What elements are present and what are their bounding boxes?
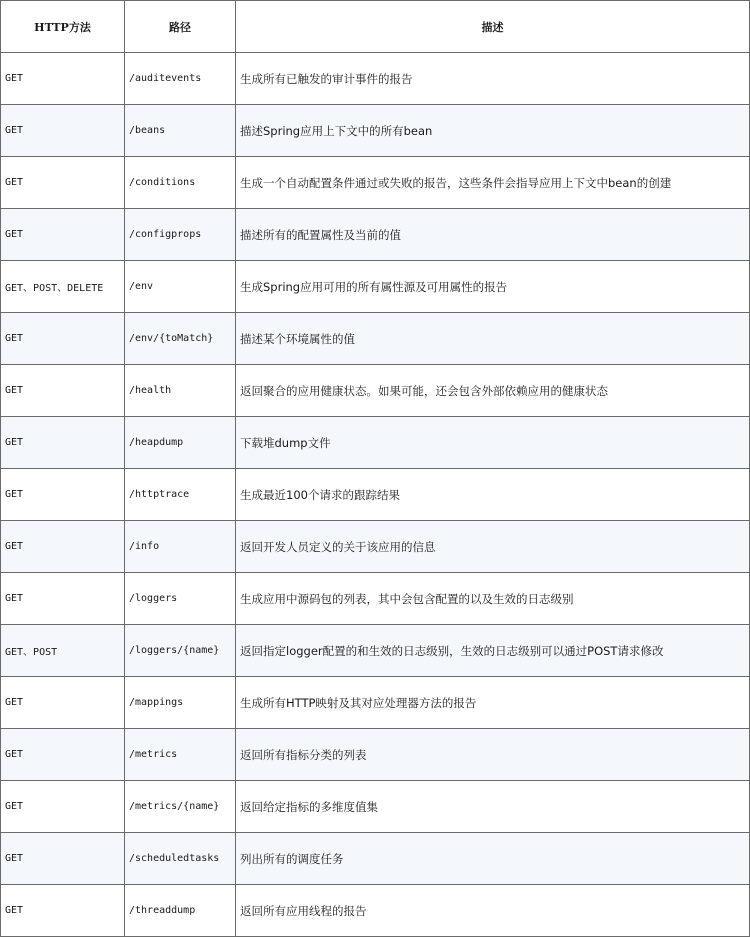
path-cell: /threaddump (125, 885, 236, 937)
path-cell: /httptrace (125, 469, 236, 521)
header-description: 描述 (236, 1, 750, 53)
table-row (1, 625, 750, 677)
path-cell: /auditevents (125, 53, 236, 105)
table-row (1, 781, 750, 833)
description-cell: 生成所有已触发的审计事件的报告 (236, 53, 750, 105)
method-cell: GET (1, 781, 125, 833)
path-cell: /configprops (125, 209, 236, 261)
path-cell: /env/{toMatch} (125, 313, 236, 365)
method-cell: GET (1, 885, 125, 937)
path-cell: /scheduledtasks (125, 833, 236, 885)
table-row (1, 469, 750, 521)
method-cell: GET (1, 521, 125, 573)
table-row (1, 313, 750, 365)
method-cell: GET (1, 157, 125, 209)
method-cell: GET、POST、DELETE (1, 261, 125, 313)
path-cell: /env (125, 261, 236, 313)
table-row (1, 417, 750, 469)
description-cell: 描述Spring应用上下文中的所有bean (236, 105, 750, 157)
path-cell: /beans (125, 105, 236, 157)
path-cell: /health (125, 365, 236, 417)
header-http-method: HTTP方法 (1, 1, 125, 53)
path-cell: /metrics (125, 729, 236, 781)
description-cell: 下载堆dump文件 (236, 417, 750, 469)
method-cell: GET (1, 833, 125, 885)
path-cell: /conditions (125, 157, 236, 209)
method-cell: GET (1, 469, 125, 521)
header-row (1, 1, 750, 53)
description-cell: 返回指定logger配置的和生效的日志级别，生效的日志级别可以通过POST请求修改 (236, 625, 750, 677)
description-cell: 生成Spring应用可用的所有属性源及可用属性的报告 (236, 261, 750, 313)
method-cell: GET (1, 313, 125, 365)
description-cell: 列出所有的调度任务 (236, 833, 750, 885)
table-row (1, 521, 750, 573)
description-cell: 生成应用中源码包的列表，其中会包含配置的以及生效的日志级别 (236, 573, 750, 625)
table-row (1, 209, 750, 261)
description-cell: 返回所有应用线程的报告 (236, 885, 750, 937)
table-row (1, 729, 750, 781)
table-row (1, 53, 750, 105)
table-body (1, 53, 750, 937)
table-row (1, 573, 750, 625)
description-cell: 返回给定指标的多维度值集 (236, 781, 750, 833)
description-cell: 生成最近100个请求的跟踪结果 (236, 469, 750, 521)
description-cell: 描述所有的配置属性及当前的值 (236, 209, 750, 261)
path-cell: /loggers (125, 573, 236, 625)
method-cell: GET (1, 105, 125, 157)
description-cell: 描述某个环境属性的值 (236, 313, 750, 365)
method-cell: GET (1, 729, 125, 781)
path-cell: /metrics/{name} (125, 781, 236, 833)
table-header (1, 1, 750, 53)
method-cell: GET、POST (1, 625, 125, 677)
method-cell: GET (1, 365, 125, 417)
method-cell: GET (1, 209, 125, 261)
description-cell: 生成一个自动配置条件通过或失败的报告，这些条件会指导应用上下文中bean的创建 (236, 157, 750, 209)
description-cell: 返回所有指标分类的列表 (236, 729, 750, 781)
table-row (1, 365, 750, 417)
method-cell: GET (1, 677, 125, 729)
description-cell: 返回开发人员定义的关于该应用的信息 (236, 521, 750, 573)
table-row (1, 677, 750, 729)
method-cell: GET (1, 573, 125, 625)
description-cell: 生成所有HTTP映射及其对应处理器方法的报告 (236, 677, 750, 729)
path-cell: /loggers/{name} (125, 625, 236, 677)
method-cell: GET (1, 417, 125, 469)
table-row (1, 885, 750, 937)
path-cell: /info (125, 521, 236, 573)
description-cell: 返回聚合的应用健康状态。如果可能，还会包含外部依赖应用的健康状态 (236, 365, 750, 417)
table-row (1, 833, 750, 885)
path-cell: /heapdump (125, 417, 236, 469)
path-cell: /mappings (125, 677, 236, 729)
table-row (1, 157, 750, 209)
method-cell: GET (1, 53, 125, 105)
table-row (1, 261, 750, 313)
header-path: 路径 (125, 1, 236, 53)
table-row (1, 105, 750, 157)
